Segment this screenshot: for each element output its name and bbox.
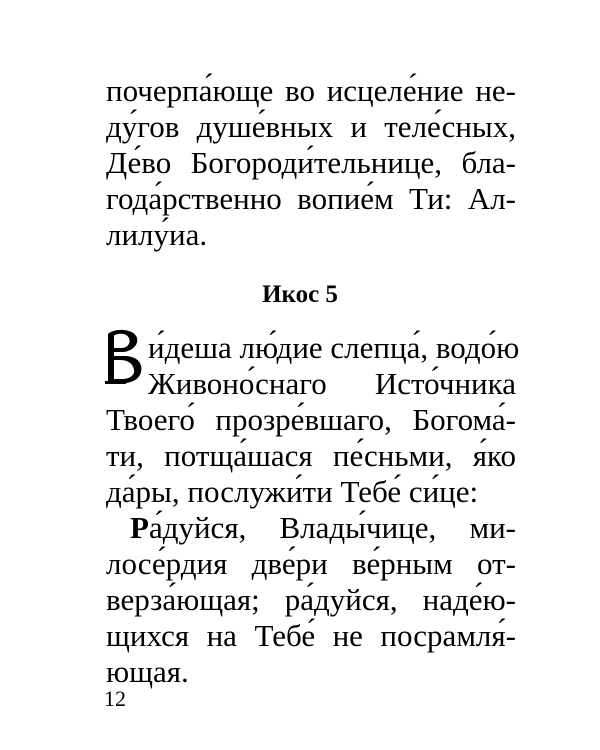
text-line: Де́во Богороди́тельнице, бла-	[106, 145, 516, 180]
text-line: щихся на Тебе́ не посрамля́-	[106, 618, 516, 653]
text-line: Твоего́ прозре́вшаго, Богома́-	[106, 402, 516, 437]
text-line: лосе́рдия две́ри ве́рным от-	[106, 546, 516, 581]
text-line: Живоно́снаго Исто́чника	[148, 366, 516, 401]
hymn-first-line-text: а́дуйся, Влады́чице, ми-	[148, 510, 516, 545]
text-line: и́деша лю́дие слепца́, водо́ю	[148, 330, 520, 365]
hymn-first-line	[130, 510, 516, 546]
text-line: года́рственно вопие́м Ти: Ал-	[106, 181, 516, 216]
text-line: ти, потща́шася пе́сньми, я́ко	[106, 438, 516, 473]
page-number: 12	[104, 686, 126, 711]
drop-cap-letter-icon	[104, 328, 144, 386]
text-line: почерпа́юще во исцеле́ние не-	[106, 73, 516, 108]
text-line: верза́ющая; ра́дуйся, наде́ю-	[106, 582, 516, 617]
text-line: да́ры, послужи́ти Тебе́ си́це:	[106, 474, 479, 509]
text-line: ду́гов душе́вных и теле́сных,	[106, 109, 516, 144]
section-heading: Икос 5	[262, 281, 338, 308]
text-line: лилу́иа.	[106, 217, 208, 252]
text-line: ющая.	[106, 654, 189, 689]
bold-initial-letter: Р	[130, 510, 149, 545]
